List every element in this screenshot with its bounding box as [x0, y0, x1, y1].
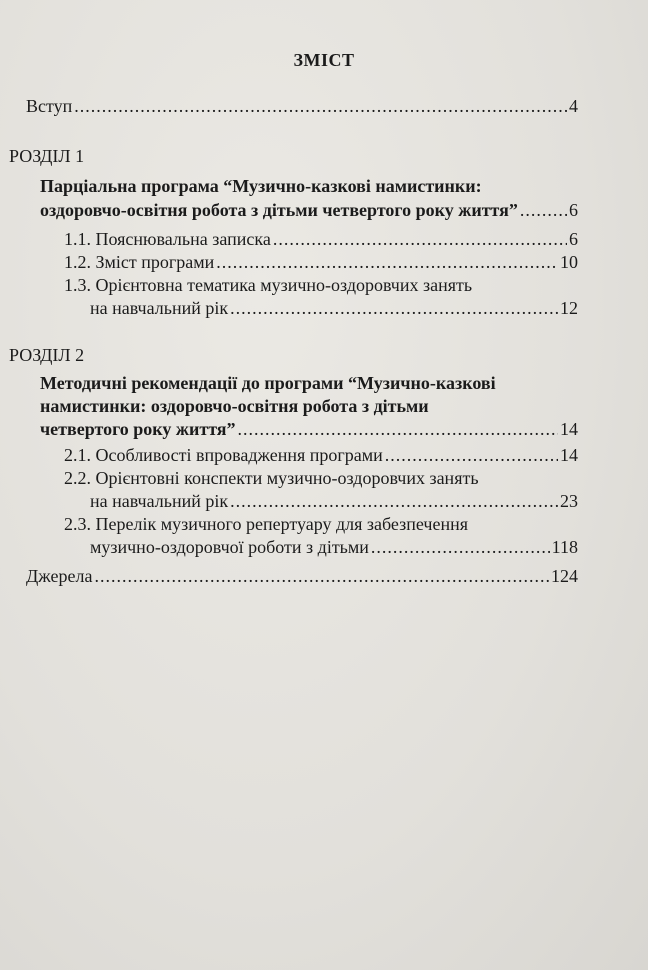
- toc-entry-section-2[interactable]: [40, 419, 578, 440]
- page-number: 118: [551, 537, 578, 557]
- toc-entry-2-2[interactable]: [90, 491, 578, 512]
- dot-leader: [371, 537, 550, 558]
- dot-leader: [94, 566, 549, 587]
- toc-entry-2-3-line1: 2.3. Перелік музичного репертуару для забезпечення: [64, 514, 468, 534]
- section-1-title-line1: Парціальна програма “Музично-казкові намистинки:: [40, 176, 482, 196]
- toc-entry-label: 2.1. Особливості впровадження програми: [64, 445, 383, 465]
- toc-entry-section-1[interactable]: [40, 200, 578, 221]
- toc-entry-label: на навчальний рік: [90, 298, 229, 318]
- dot-leader: [230, 491, 558, 512]
- page-number: 14: [560, 445, 578, 465]
- page-number: 6: [569, 200, 578, 220]
- toc-entry-1-3[interactable]: [90, 298, 578, 319]
- page-number: 10: [560, 252, 578, 272]
- page-number: 23: [560, 491, 578, 511]
- dot-leader: [216, 252, 558, 273]
- toc-entry-label: музично-оздоровчої роботи з дітьми: [90, 537, 369, 557]
- toc-entry-label: 1.1. Пояснювальна записка: [64, 229, 271, 249]
- toc-entry-1-3-line1: 1.3. Орієнтовна тематика музично-оздоровчих занять: [64, 275, 473, 295]
- dot-leader: [385, 445, 558, 466]
- section-2-heading: РОЗДІЛ 2: [9, 345, 85, 365]
- section-2-title-line3: четвертого року життя”: [40, 419, 236, 439]
- page-number: 12: [560, 298, 578, 318]
- section-2-title-line1: Методичні рекомендації до програми “Музично-казкові: [40, 373, 496, 393]
- page-number: 6: [569, 229, 578, 249]
- page-number: 124: [551, 566, 578, 586]
- dot-leader: [74, 96, 567, 117]
- toc-entry-intro[interactable]: [26, 96, 578, 117]
- toc-entry-1-1[interactable]: [64, 229, 578, 250]
- page-number: 4: [569, 96, 578, 116]
- section-1-title-line2: оздоровчо-освітня робота з дітьми четвертого року життя”: [40, 200, 518, 220]
- toc-title: ЗМІСТ: [293, 50, 355, 70]
- dot-leader: [520, 200, 567, 221]
- dot-leader: [273, 229, 567, 250]
- toc-entry-1-2[interactable]: [64, 252, 578, 273]
- toc-entry-sources[interactable]: [26, 566, 578, 587]
- toc-entry-label: на навчальний рік: [90, 491, 229, 511]
- dot-leader: [238, 419, 558, 440]
- toc-entry-label: Джерела: [26, 566, 93, 586]
- toc-entry-2-3[interactable]: [90, 537, 578, 558]
- toc-entry-label: Вступ: [26, 96, 73, 116]
- toc-entry-2-2-line1: 2.2. Орієнтовні конспекти музично-оздоровчих занять: [64, 468, 479, 488]
- page-number: 14: [560, 419, 578, 439]
- section-2-title-line2: намистинки: оздоровчо-освітня робота з дітьми: [40, 396, 429, 416]
- toc-entry-2-1[interactable]: [64, 445, 578, 466]
- dot-leader: [230, 298, 558, 319]
- toc-entry-label: 1.2. Зміст програми: [64, 252, 215, 272]
- section-1-heading: РОЗДІЛ 1: [9, 146, 85, 166]
